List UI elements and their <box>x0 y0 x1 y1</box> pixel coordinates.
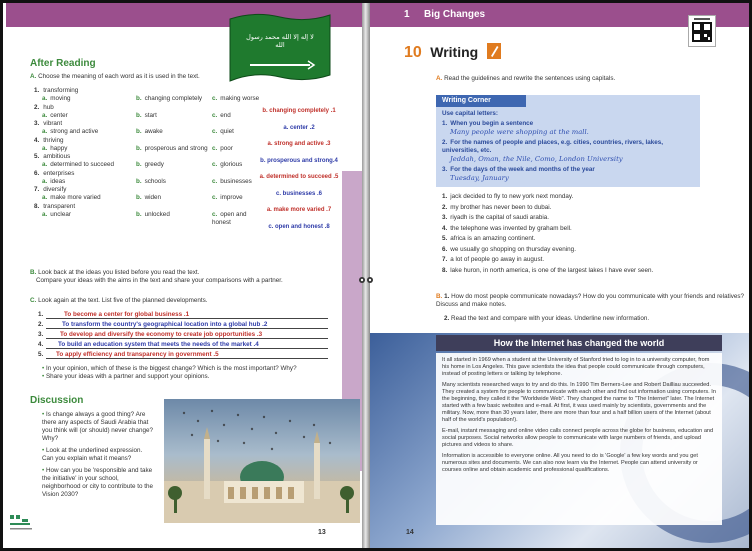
corner-rule <box>442 166 694 174</box>
option-letter: c. <box>212 111 218 119</box>
vocab-option-a[interactable] <box>42 194 101 202</box>
pencil-icon <box>487 43 501 59</box>
vocab-option-a[interactable] <box>42 128 98 136</box>
vocab-item <box>34 120 264 137</box>
development-item <box>38 351 338 361</box>
bullet-dot: • <box>42 411 45 418</box>
option-letter: b. <box>136 210 142 218</box>
article-paragraph: Many scientists researched ways to try and do this. In 1990 Tim Berners-Lee and Robert Dailliau succeeded. They created a system for people to communicate with each other and find out information using computers. In the beginning, they called it the "Worldwide Web". They changed the name to "The Internet" later. The Internet started with a few basic websites and e-mail. At first, it was used mainly by scientists, governments and the military. Now, more than 30 years later, there are more than four and a half billion users of the Internet (about half of the world's population!). <box>442 382 716 423</box>
right-page <box>370 3 752 548</box>
task-b-right-letter: B. <box>436 293 443 300</box>
sentence-item <box>442 225 742 236</box>
sentence-item <box>442 193 742 204</box>
development-item <box>38 331 338 341</box>
sentence-number: 5. <box>442 235 448 242</box>
sentence-text: riyadh is the capital of saudi arabia. <box>450 214 549 221</box>
writing-corner-box <box>436 95 700 187</box>
option-text: changing completely <box>144 95 203 102</box>
vocab-option-b[interactable] <box>136 112 157 120</box>
sentence-text: jack decided to fly to new york next monday. <box>450 193 574 200</box>
vocab-item <box>34 170 264 187</box>
option-letter: b. <box>136 194 142 201</box>
vocab-number: 7. <box>34 186 40 193</box>
option-letter: b. <box>136 111 142 119</box>
answer-item: a. make more varied .7 <box>266 207 332 213</box>
bullet-text: In your opinion, which of these is the biggest change? Which is the most important? Why? <box>45 365 297 372</box>
mosque-illustration-icon <box>164 399 360 523</box>
option-letter: c. <box>212 95 218 102</box>
vocab-option-a[interactable] <box>42 145 67 153</box>
answer-item: c. open and honest .8 <box>268 223 330 230</box>
option-text: happy <box>50 144 68 152</box>
vocab-number: 3. <box>34 120 40 127</box>
option-letter: a. <box>42 128 48 135</box>
vocab-term: thriving <box>43 136 64 144</box>
option-letter: c. <box>212 194 218 201</box>
vocab-option-c[interactable] <box>212 128 234 136</box>
article-paragraph: It all started in 1969 when a student at the University of Stanford tried to log in to a university computer, from his home in Los Angeles. This gave scientists the idea that people could communicate through computers, instead of posting letters or talking by telephone. <box>442 357 710 377</box>
sentence-item <box>442 246 742 257</box>
vocab-term: transparent <box>43 202 76 210</box>
vocab-option-c[interactable] <box>212 194 243 202</box>
lesson-heading <box>404 43 501 63</box>
qr-code-icon <box>688 15 716 47</box>
task-b-right <box>436 293 746 309</box>
vocab-option-a[interactable] <box>42 95 71 103</box>
option-text: glorious <box>220 161 243 168</box>
answer-item: a. strong and active .3 <box>267 141 331 147</box>
discussion-item <box>42 447 154 463</box>
vocab-option-b[interactable] <box>136 211 170 219</box>
bullet-item <box>42 365 342 373</box>
answer-list <box>254 107 344 239</box>
sentence-number: 4. <box>442 224 448 232</box>
task-c <box>30 297 340 305</box>
after-reading-heading: After Reading <box>30 58 96 69</box>
development-list <box>38 311 338 361</box>
sentence-list <box>442 193 742 277</box>
sentence-item <box>442 256 742 267</box>
discussion-heading: Discussion <box>30 395 84 406</box>
vocab-option-b[interactable] <box>136 178 166 186</box>
vocab-item <box>34 87 264 104</box>
option-text: unclear <box>50 210 71 218</box>
article-paragraph: Information is accessible to everyone online. All you need to do is 'Google' a few key words and you get numerous sites and documents. We can also now learn via the Internet. People can attend university or courses online and obtain academic and professional qualifications. <box>442 453 698 473</box>
vocab-option-c[interactable] <box>212 95 259 103</box>
sentence-item <box>442 204 742 215</box>
task-a-right <box>436 75 736 83</box>
development-item <box>38 321 338 331</box>
vocab-item <box>34 104 264 121</box>
option-text: make more varied <box>50 194 101 201</box>
rule-number: 3. <box>442 166 448 173</box>
rule-text: When you begin a sentence <box>450 120 534 127</box>
vocab-option-b[interactable] <box>136 128 163 136</box>
vocab-term: transforming <box>43 87 79 94</box>
vocab-option-b[interactable] <box>136 161 164 169</box>
rule-number: 1. <box>442 120 448 127</box>
rule-text: For the names of people and places, e.g. cities, countries, rivers, lakes, universities, etc. <box>442 139 664 154</box>
option-letter: c. <box>212 128 218 135</box>
sentence-item <box>442 235 742 246</box>
development-number: 5. <box>38 351 44 358</box>
option-letter: a. <box>42 111 48 119</box>
option-letter: a. <box>42 210 48 218</box>
option-text: quiet <box>220 128 234 135</box>
vocab-option-c[interactable] <box>212 112 231 120</box>
option-letter: a. <box>42 177 48 185</box>
vocab-word <box>34 137 264 145</box>
rule-example: Jeddah, Oman, the Nile, Como, London University <box>450 155 623 163</box>
option-text: widen <box>144 194 162 201</box>
option-text: prosperous and strong <box>144 144 208 152</box>
task-b-letter: B. <box>30 269 37 276</box>
rule-example: Tuesday, January <box>450 174 509 182</box>
vocab-option-c[interactable] <box>212 161 242 169</box>
option-text: determined to succeed <box>50 161 114 168</box>
lesson-number: 10 <box>404 44 422 61</box>
option-text: moving <box>50 95 71 102</box>
discussion-item <box>42 467 154 499</box>
option-text: strong and active <box>50 128 99 135</box>
vocab-option-c[interactable] <box>212 178 252 186</box>
writing-corner-title: Writing Corner <box>436 95 526 107</box>
answer-item: b. changing completely .1 <box>262 108 336 114</box>
task-a-text: Choose the meaning of each word as it is used in the text. <box>38 73 200 80</box>
vocab-word <box>34 170 264 178</box>
task-b1-text: How do most people communicate nowadays? How do you communicate with your friends and relatives? Discuss and make notes. <box>436 293 745 308</box>
left-page <box>6 3 362 548</box>
discussion-text: Is change always a good thing? Are there any aspects of Saudi Arabia that you think will (or should) never change? Why? <box>42 411 153 442</box>
vocab-option-a[interactable] <box>42 112 68 120</box>
development-item <box>38 341 338 351</box>
option-letter: b. <box>136 128 142 135</box>
sentence-number: 7. <box>442 256 448 263</box>
option-text: end <box>220 111 231 119</box>
rule-number: 2. <box>442 139 448 146</box>
task-b-line2: Compare your ideas with the aims in the text and share your comparisons with a partner. <box>36 277 283 284</box>
mosque-photo <box>164 399 360 523</box>
development-text: To develop and diversify the economy to create job opportunities .3 <box>60 331 263 338</box>
sentence-text: africa is an amazing continent. <box>450 235 536 242</box>
option-letter: c. <box>212 161 218 168</box>
vocab-word <box>34 87 264 95</box>
option-letter: a. <box>42 161 48 168</box>
option-text: making worse <box>220 95 260 102</box>
vocab-number: 8. <box>34 202 40 210</box>
vocab-word <box>34 186 264 194</box>
task-b1-num: 1. <box>444 293 450 300</box>
saudi-flag-image <box>228 11 332 85</box>
rule-text: For the days of the week and months of the year <box>450 166 595 173</box>
article-title: How the Internet has changed the world <box>493 338 665 348</box>
option-text: greedy <box>144 161 164 168</box>
vocab-word <box>34 203 264 211</box>
vocab-number: 5. <box>34 153 40 160</box>
discussion-list <box>42 411 154 499</box>
vocab-term: enterprises <box>43 169 75 177</box>
option-text: center <box>50 111 68 119</box>
option-letter: c. <box>212 177 218 185</box>
development-number: 4. <box>38 341 44 348</box>
vocab-item <box>34 137 264 154</box>
task-b-line1: Look back at the ideas you listed before you read the text. <box>38 269 200 276</box>
option-letter: c. <box>212 144 218 152</box>
vision-logo-icon <box>8 509 36 535</box>
article-paragraph: E-mail, instant messaging and online video calls connect people across the globe for business, education and social purposes. Social networks allow people to communicate with large numbers of friends, and upload pictures and videos to share. <box>442 428 714 448</box>
bullet-item <box>42 373 342 381</box>
vocab-number: 1. <box>34 87 40 94</box>
vocab-number: 4. <box>34 136 40 144</box>
development-item <box>38 311 338 321</box>
sentence-number: 1. <box>442 193 448 200</box>
option-letter: b. <box>136 95 142 102</box>
option-text: schools <box>144 177 166 185</box>
task-b2-right <box>444 315 744 323</box>
discussion-text: How can you be 'responsible and take the initiative' in your school, neighborhood or city to contribute to the Vision 2030? <box>42 467 153 498</box>
sentence-item <box>442 267 742 278</box>
task-b2-text: Read the text and compare with your ideas. Underline new information. <box>451 315 650 322</box>
vocab-item <box>34 202 264 226</box>
vocab-option-b[interactable] <box>136 95 202 103</box>
sentence-text: the telephone was invented by graham bell. <box>450 224 572 232</box>
bullet-dot: • <box>42 467 45 474</box>
vocab-number: 6. <box>34 169 40 177</box>
vocab-option-a[interactable] <box>42 178 65 186</box>
option-letter: a. <box>42 144 48 152</box>
task-c-letter: C. <box>30 297 37 304</box>
task-a-letter: A. <box>30 73 37 80</box>
article-title-bar <box>436 335 722 351</box>
unit-title: Big Changes <box>424 9 486 20</box>
development-text: To apply efficiency and transparency in government .5 <box>56 351 219 358</box>
vocab-option-a[interactable] <box>42 161 114 169</box>
development-number: 2. <box>38 321 44 328</box>
vocab-number: 2. <box>34 103 40 111</box>
bullet-text: Share your ideas with a partner and support your opinions. <box>45 373 210 380</box>
sentence-text: lake huron, in north america, is one of the largest lakes I have ever seen. <box>450 266 654 274</box>
task-a-right-letter: A. <box>436 75 443 82</box>
corner-rules <box>436 120 700 183</box>
option-letter: a. <box>42 95 48 102</box>
answer-item: a. determined to succeed .5 <box>259 174 339 180</box>
task-c-text: Look again at the text. List five of the planned developments. <box>38 297 208 304</box>
vocab-item <box>34 153 264 170</box>
corner-rule <box>442 139 694 155</box>
lesson-title: Writing <box>430 44 479 60</box>
task-a-right-text: Read the guidelines and rewrite the sentences using capitals. <box>444 75 616 82</box>
option-text: ideas <box>50 177 66 185</box>
answer-item: c. businesses .6 <box>275 190 323 197</box>
task-b2-num: 2. <box>444 315 450 322</box>
vocab-term: vibrant <box>43 120 63 127</box>
discussion-text: Look at the underlined expression. Can you explain what it means? <box>42 447 143 462</box>
option-text: unlocked <box>144 210 170 218</box>
sentence-number: 2. <box>442 203 448 211</box>
option-letter: b. <box>136 161 142 168</box>
vocab-option-b[interactable] <box>136 145 208 153</box>
development-text: To build an education system that meets the needs of the market .4 <box>58 341 259 348</box>
bullet-dot: • <box>42 373 45 380</box>
vocab-term: hub <box>43 103 54 111</box>
option-text: start <box>144 111 157 119</box>
vocab-item <box>34 186 264 203</box>
development-number: 3. <box>38 331 44 338</box>
vocab-list <box>34 87 264 226</box>
option-letter: b. <box>136 144 142 152</box>
option-text: businesses <box>220 177 252 185</box>
option-letter: c. <box>212 210 218 218</box>
corner-intro: Use capital letters: <box>442 110 498 117</box>
bullet-dot: • <box>42 365 45 372</box>
page-number-left: 13 <box>318 529 326 536</box>
development-text: To become a center for global business .1 <box>64 311 190 318</box>
rule-example: Many people were shopping at the mall. <box>450 128 589 136</box>
article-body <box>436 353 722 525</box>
answer-item: b. prosperous and strong.4 <box>260 157 338 164</box>
option-text: improve <box>220 194 243 201</box>
vocab-option-b[interactable] <box>136 194 161 202</box>
option-letter: a. <box>42 194 48 201</box>
discussion-item <box>42 411 154 443</box>
sentence-number: 6. <box>442 245 448 253</box>
vocab-term: ambitious <box>43 153 71 160</box>
vocab-word <box>34 153 264 161</box>
sentence-item <box>442 214 742 225</box>
sentence-number: 8. <box>442 266 448 274</box>
option-text: open and honest <box>212 210 247 226</box>
development-number: 1. <box>38 311 44 318</box>
task-a <box>30 73 230 81</box>
page-number-right: 14 <box>406 529 414 536</box>
sentence-number: 3. <box>442 214 448 221</box>
sentence-text: my brother has never been to dubai. <box>450 203 552 211</box>
flag-script: لا إله إلا الله محمد رسول الله <box>246 33 314 49</box>
option-text: poor <box>220 144 233 152</box>
option-letter: b. <box>136 177 142 185</box>
corner-rule <box>442 120 694 128</box>
development-text: To transform the country's geographical location into a global hub .2 <box>62 321 268 328</box>
answer-item: a. center .2 <box>283 124 315 131</box>
unit-number: 1 <box>404 9 410 20</box>
vocab-word <box>34 104 264 112</box>
vocab-word <box>34 120 264 128</box>
option-text: awake <box>144 128 163 135</box>
sentence-text: we usually go shopping on thursday evening. <box>450 245 576 253</box>
vocab-option-a[interactable] <box>42 211 71 219</box>
task-c-bullets <box>42 365 342 381</box>
bullet-dot: • <box>42 447 45 454</box>
vocab-term: diversify <box>43 186 67 193</box>
sentence-text: a lot of people go away in august. <box>450 256 545 263</box>
vocab-option-c[interactable] <box>212 145 233 153</box>
task-b <box>30 269 340 285</box>
